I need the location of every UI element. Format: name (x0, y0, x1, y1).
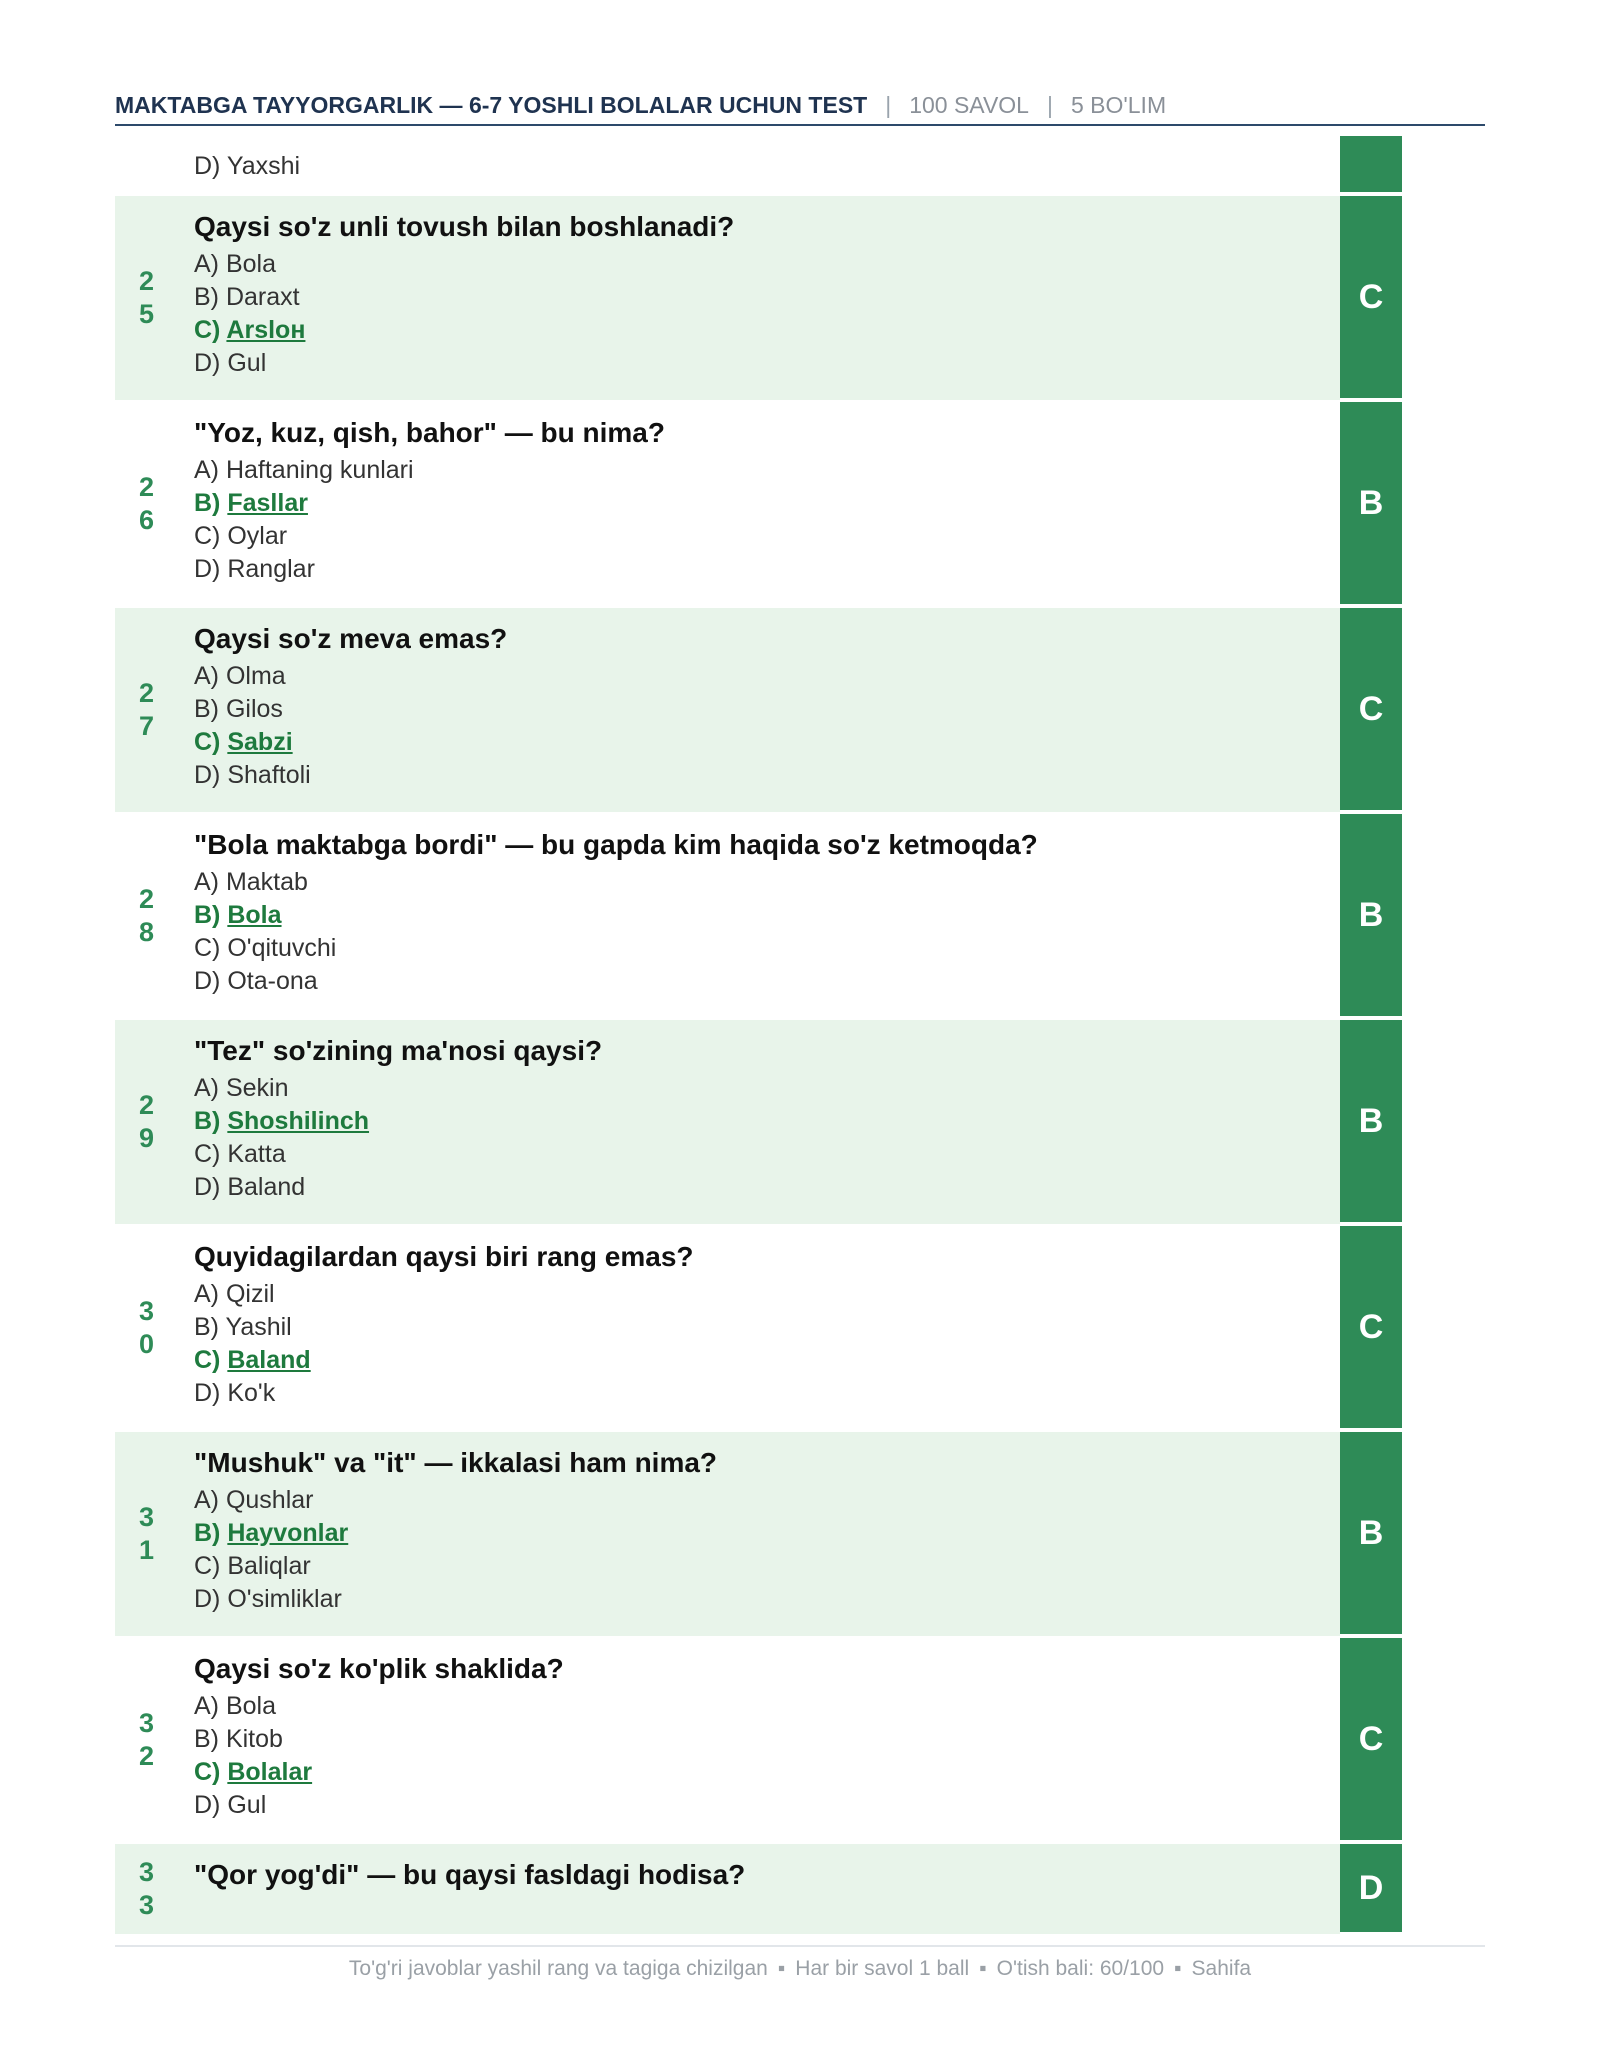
question-number-text: 27 (138, 678, 155, 741)
question-row (115, 1226, 1402, 1432)
option-letter: C) (194, 1552, 221, 1580)
question-number (115, 1844, 178, 1934)
option (194, 347, 1324, 380)
option-text: Daraxt (225, 283, 300, 311)
option-text: Ranglar (227, 555, 315, 583)
question-number-text: 32 (138, 1708, 155, 1771)
question-text: Qaysi so'z unli tovush bilan boshlanadi? (194, 211, 735, 242)
question-number-text: 29 (138, 1090, 155, 1153)
question-text: "Bola maktabga bordi" — bu gapda kim haqida so'z ketmoqda? (194, 829, 1038, 860)
question-number (115, 1226, 178, 1430)
question-row (115, 1844, 1402, 1936)
partial-question-row (115, 136, 1402, 196)
correct-option (194, 726, 1324, 759)
question-row (115, 1432, 1402, 1638)
page-footer (115, 1945, 1485, 1981)
answer-key: C (1340, 1226, 1402, 1430)
option (194, 1377, 1324, 1410)
option (194, 520, 1324, 553)
option-text: Shoshilinch (227, 1107, 370, 1135)
answer-cell (1340, 136, 1402, 194)
option-d: D) Yaxshi (194, 152, 301, 180)
question-text: "Mushuk" va "it" — ikkalasi ham nima? (194, 1447, 718, 1478)
option-letter: C) (194, 1758, 221, 1786)
option-text: Arslон (226, 316, 306, 344)
option-letter: A) (194, 1074, 219, 1102)
question-number-text: 33 (138, 1857, 155, 1920)
question-number (115, 402, 178, 606)
option-letter: C) (194, 1346, 221, 1374)
option-text: Sekin (225, 1074, 289, 1102)
option (194, 553, 1324, 586)
option-text: Haftaning kunlari (225, 456, 414, 484)
option-text: Shaftoli (227, 761, 311, 789)
option-text: Maktab (225, 868, 308, 896)
option-letter: C) (194, 522, 221, 550)
question-text: "Qor yog'di" — bu qaysi fasldagi hodisa? (194, 1859, 746, 1890)
correct-option (194, 899, 1324, 932)
correct-option (194, 1517, 1324, 1550)
answer-key: B (1340, 402, 1402, 606)
option (194, 693, 1324, 726)
option-text: Oylar (227, 522, 288, 550)
option (194, 1311, 1324, 1344)
option-text: Baliqlar (227, 1552, 311, 1580)
header-separator: | (1046, 92, 1053, 118)
footer-bullet: ▪ (979, 1957, 987, 1980)
question-row (115, 402, 1402, 608)
option-text: Katta (227, 1140, 286, 1168)
question-row (115, 1638, 1402, 1844)
question-number (115, 814, 178, 1018)
option-text: Qushlar (225, 1486, 314, 1514)
option (194, 281, 1324, 314)
option-letter: D) (194, 349, 221, 377)
option (194, 1789, 1324, 1822)
question-text: Qaysi so'z meva emas? (194, 623, 508, 654)
correct-option (194, 487, 1324, 520)
option (194, 1484, 1324, 1517)
option-text: O'qituvchi (227, 934, 337, 962)
question-number-text: 26 (138, 472, 155, 535)
footer-bullet: ▪ (1174, 1957, 1182, 1980)
option-letter: A) (194, 1692, 219, 1720)
option (194, 1723, 1324, 1756)
option-letter: C) (194, 934, 221, 962)
option-letter: C) (194, 1140, 221, 1168)
option-text: Hayvonlar (227, 1519, 349, 1547)
option-letter: B) (194, 695, 219, 723)
option-letter: A) (194, 456, 219, 484)
option-text: Bola (225, 1692, 276, 1720)
option-text: Kitob (225, 1725, 283, 1753)
option-letter: C) (194, 316, 221, 344)
footer-passing-score: O'tish bali: 60/100 (996, 1957, 1165, 1980)
option (194, 932, 1324, 965)
option-letter: B) (194, 283, 219, 311)
footer-bullet: ▪ (777, 1957, 786, 1980)
option-letter: D) (194, 967, 221, 995)
option-text: Yashil (225, 1313, 292, 1341)
option-text: O'simliklar (227, 1585, 342, 1613)
option (194, 660, 1324, 693)
correct-option (194, 1756, 1324, 1789)
option-text: Ko'k (227, 1379, 276, 1407)
header-section-count: 5 BO'LIM (1070, 92, 1167, 118)
header-separator: | (885, 92, 892, 118)
option (194, 248, 1324, 281)
option-letter: B) (194, 1107, 221, 1135)
option-text: Olma (225, 662, 286, 690)
correct-option (194, 314, 1324, 347)
question-row (115, 196, 1402, 402)
option (194, 759, 1324, 792)
option-letter: D) (194, 555, 221, 583)
question-row (115, 608, 1402, 814)
option-text: Bola (225, 250, 276, 278)
option (194, 1278, 1324, 1311)
footer-scoring: Har bir savol 1 ball (795, 1957, 970, 1980)
option-letter: A) (194, 868, 219, 896)
option (194, 965, 1324, 998)
option-text: Ota-ona (227, 967, 318, 995)
option-letter: A) (194, 662, 219, 690)
option (194, 1138, 1324, 1171)
option (194, 1690, 1324, 1723)
option-letter: D) (194, 1585, 221, 1613)
option-letter: B) (194, 1725, 219, 1753)
question-text: "Yoz, kuz, qish, bahor" — bu nima? (194, 417, 665, 448)
option-letter: B) (194, 1519, 221, 1547)
question-text: Quyidagilardan qaysi biri rang emas? (194, 1241, 694, 1272)
option-text: Fasllar (227, 489, 308, 517)
option (194, 454, 1324, 487)
footer-page-label: Sahifa (1191, 1957, 1252, 1980)
option (194, 1171, 1324, 1204)
answer-key: D (1340, 1844, 1402, 1934)
answer-key: B (1340, 1020, 1402, 1224)
option-letter: C) (194, 728, 221, 756)
option-letter: D) (194, 1379, 221, 1407)
header-question-count: 100 SAVOL (909, 92, 1029, 118)
option-letter: A) (194, 250, 219, 278)
option-text: Sabzi (227, 728, 293, 756)
answer-key: C (1340, 608, 1402, 812)
option-letter: B) (194, 1313, 219, 1341)
option-text: Baland (227, 1173, 306, 1201)
question-text: "Tez" so'zining ma'nosi qaysi? (194, 1035, 603, 1066)
question-number-text: 28 (138, 884, 155, 947)
question-number (115, 196, 178, 400)
option (194, 1550, 1324, 1583)
answer-key: B (1340, 1432, 1402, 1636)
option-text: Bola (227, 901, 282, 929)
footer-note: To'g'ri javoblar yashil rang va tagiga chizilgan (348, 1957, 768, 1980)
option-letter: B) (194, 901, 221, 929)
question-number-text: 30 (138, 1296, 155, 1359)
option-letter: D) (194, 1173, 221, 1201)
question-row (115, 1020, 1402, 1226)
option-letter: D) (194, 761, 221, 789)
option-letter: A) (194, 1486, 219, 1514)
correct-option (194, 1344, 1324, 1377)
answer-key: B (1340, 814, 1402, 1018)
option-text: Gul (227, 1791, 267, 1819)
question-text: Qaysi so'z ko'plik shaklida? (194, 1653, 564, 1684)
question-number (115, 1638, 178, 1842)
option (194, 1072, 1324, 1105)
option (194, 866, 1324, 899)
header-title: MAKTABGA TAYYORGARLIK — 6-7 YOSHLI BOLALAR UCHUN TEST (115, 92, 868, 118)
option-letter: D) (194, 1791, 221, 1819)
question-number-text: 31 (138, 1502, 155, 1565)
option-letter: B) (194, 489, 221, 517)
option (194, 1583, 1324, 1616)
answer-key: C (1340, 196, 1402, 400)
question-number (115, 1020, 178, 1224)
question-list (115, 136, 1402, 1936)
option-text: Gilos (225, 695, 283, 723)
answer-key: C (1340, 1638, 1402, 1842)
question-row (115, 814, 1402, 1020)
option-text: Qizil (225, 1280, 275, 1308)
question-number-text: 25 (138, 266, 155, 329)
correct-option (194, 1105, 1324, 1138)
option-text: Baland (227, 1346, 311, 1374)
question-number (115, 1432, 178, 1636)
option-text: Gul (227, 349, 267, 377)
option-letter: A) (194, 1280, 219, 1308)
option-text: Bolalar (227, 1758, 313, 1786)
page-header (115, 92, 1485, 126)
question-number (115, 608, 178, 812)
